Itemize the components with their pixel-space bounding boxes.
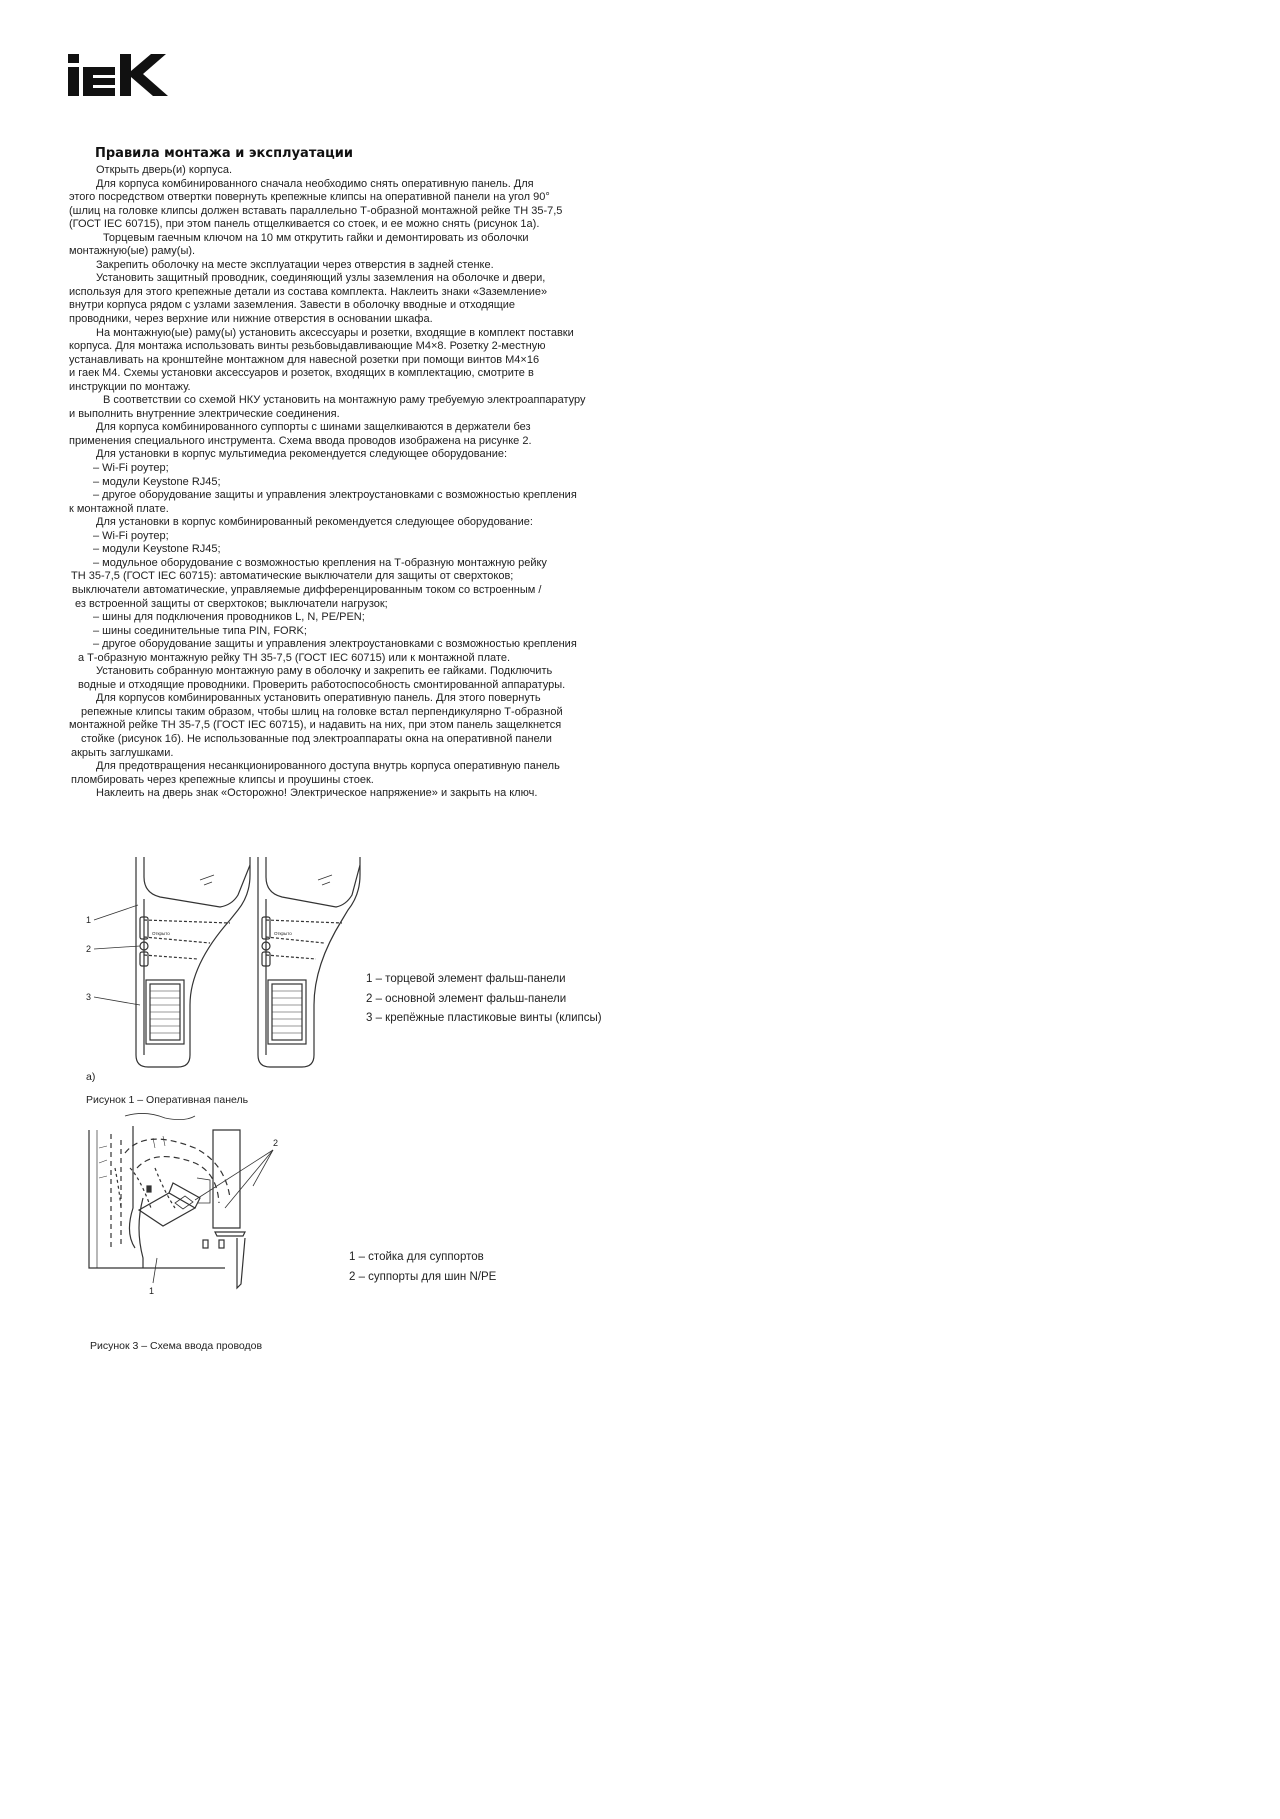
hinge-label-right: Открыто <box>274 931 292 936</box>
figure1-legend <box>366 970 602 1029</box>
text-line: используя для этого крепежные детали из состава комплекта. Наклеить знаки «Заземление» <box>69 285 548 298</box>
figure1-sublabel: а) <box>86 1071 96 1083</box>
text-line: В соответствии со схемой НКУ установить на монтажную раму требуемую электроаппаратуру <box>103 394 586 407</box>
figure3-caption: Рисунок 3 – Схема ввода проводов <box>90 1340 263 1352</box>
text-line: стойке (рисунок 1б). Не использованные под электроаппараты окна на оперативной панели <box>81 732 552 745</box>
figure3-wiring-drawing <box>85 1108 295 1308</box>
text-line: внутри корпуса рядом с узлами заземления. Завести в оболочку вводные и отходящие <box>69 299 516 312</box>
list-item: – шины соединительные типа PIN, FORK; <box>93 624 307 637</box>
callout-2: 2 <box>86 944 92 954</box>
text-line: репежные клипсы таким образом, чтобы шлиц на головке встал перпендикулярно Т-образной <box>81 705 563 718</box>
list-item: – другое оборудование защиты и управления электроустановками с возможностью крепления <box>93 638 577 651</box>
text-line: Наклеить на дверь знак «Осторожно! Электрическое напряжение» и закрыть на ключ. <box>96 787 538 800</box>
text-line: инструкции по монтажу. <box>69 380 191 393</box>
text-line: Для установки в корпус комбинированный рекомендуется следующее оборудование: <box>96 516 533 529</box>
text-line: монтажной рейке ТН 35-7,5 (ГОСТ IEC 60715), и надавить на них, при этом панель защелкнется <box>69 719 562 732</box>
text-line: устанавливать на кронштейне монтажном для навесной розетки при помощи винтов М4×16 <box>69 353 540 366</box>
text-line: пломбировать через крепежные клипсы и проушины стоек. <box>71 773 374 786</box>
text-line: этого посредством отвертки повернуть крепежные клипсы на оперативной панели на угол 90° <box>69 191 550 204</box>
text-line: Для предотвращения несанкционированного доступа внутрь корпуса оперативную панель <box>96 760 560 773</box>
text-line: Для установки в корпус мультимедиа рекомендуется следующее оборудование: <box>96 448 508 461</box>
text-line: а Т-образную монтажную рейку ТН 35-7,5 (ГОСТ IEC 60715) или к монтажной плате. <box>78 651 510 664</box>
text-line: выключатели автоматические, управляемые дифференцированным током со встроенным / <box>72 583 542 596</box>
text-line: корпуса. Для монтажа использовать винты резьбовыдавливающие М4×8. Розетку 2-местную <box>69 340 546 353</box>
text-line: и выполнить внутренние электрические соединения. <box>69 407 340 420</box>
callout-3: 3 <box>86 992 92 1002</box>
text-line: (ГОСТ IEC 60715), при этом панель отщелкивается со стоек, и ее можно снять (рисунок 1а). <box>69 218 540 231</box>
text-line: (шлиц на головке клипсы должен вставать параллельно Т-образной монтажной рейке ТН 35-7,5 <box>69 204 563 217</box>
hinge-label-left: Открыто <box>152 931 170 936</box>
figure1-caption: Рисунок 1 – Оперативная панель <box>86 1094 249 1106</box>
text-line: ТН 35-7,5 (ГОСТ IEC 60715): автоматические выключатели для защиты от сверхтоков; <box>71 570 514 583</box>
callout-1: 1 <box>86 915 92 925</box>
list-item: – модульное оборудование с возможностью крепления на Т-образную монтажную рейку <box>93 556 547 569</box>
list-item: – шины для подключения проводников L, N, PE/PEN; <box>93 611 365 624</box>
text-line: акрыть заглушками. <box>71 746 174 759</box>
legend-item: 1 – стойка для суппортов <box>349 1251 484 1263</box>
text-line: ез встроенной защиты от сверхтоков; выключатели нагрузок; <box>75 597 388 610</box>
list-item: – Wi-Fi роутер; <box>93 529 169 542</box>
list-item: – модули Keystone RJ45; <box>93 543 221 556</box>
text-line: применения специального инструмента. Схема ввода проводов изображена на рисунке 2. <box>69 434 532 447</box>
legend-item: 2 – основной элемент фальш-панели <box>366 992 567 1005</box>
list-item: – Wi-Fi роутер; <box>93 462 169 475</box>
text-line: Установить собранную монтажную раму в оболочку и закрепить ее гайками. Подключить <box>96 665 553 678</box>
text-line: Открыть дверь(и) корпуса. <box>96 164 233 176</box>
callout-2: 2 <box>273 1138 279 1148</box>
text-line: Для корпуса комбинированного суппорты с шинами защелкиваются в держатели без <box>96 421 531 434</box>
text-line: Установить защитный проводник, соединяющий узлы заземления на оболочке и двери, <box>96 272 546 285</box>
figure3-legend <box>349 1248 496 1287</box>
text-line: проводники, через верхние или нижние отверстия в основании шкафа. <box>69 313 433 326</box>
text-line: Закрепить оболочку на месте эксплуатации через отверстия в задней стенке. <box>96 258 494 271</box>
text-line: На монтажную(ые) раму(ы) установить аксессуары и розетки, входящие в комплект поставки <box>96 326 574 339</box>
text-line: к монтажной плате. <box>69 502 169 515</box>
legend-item: 2 – суппорты для шин N/PE <box>349 1270 497 1283</box>
text-line: и гаек М4. Схемы установки аксессуаров и розеток, входящих в комплектацию, смотрите в <box>69 367 534 380</box>
legend-item: 1 – торцевой элемент фальш-панели <box>366 973 566 985</box>
text-line: монтажную(ые) раму(ы). <box>69 245 196 258</box>
list-item: – модули Keystone RJ45; <box>93 475 221 488</box>
iek-logo <box>68 54 176 96</box>
legend-item: 3 – крепёжные пластиковые винты (клипсы) <box>366 1012 602 1024</box>
text-line: Для корпусов комбинированных установить оперативную панель. Для этого повернуть <box>96 692 541 705</box>
instructions-body <box>69 164 689 801</box>
document-title: Правила монтажа и эксплуатации <box>95 146 353 161</box>
text-line: Для корпуса комбинированного сначала необходимо снять оперативную панель. Для <box>96 177 534 190</box>
callout-1: 1 <box>149 1286 155 1296</box>
text-line: Торцевым гаечным ключом на 10 мм открутить гайки и демонтировать из оболочки <box>103 231 529 244</box>
list-item: – другое оборудование защиты и управления электроустановками с возможностью крепления <box>93 489 577 502</box>
text-line: водные и отходящие проводники. Проверить работоспособность смонтированной аппаратуры. <box>78 678 566 691</box>
figure1-panel-drawing <box>80 855 380 1075</box>
